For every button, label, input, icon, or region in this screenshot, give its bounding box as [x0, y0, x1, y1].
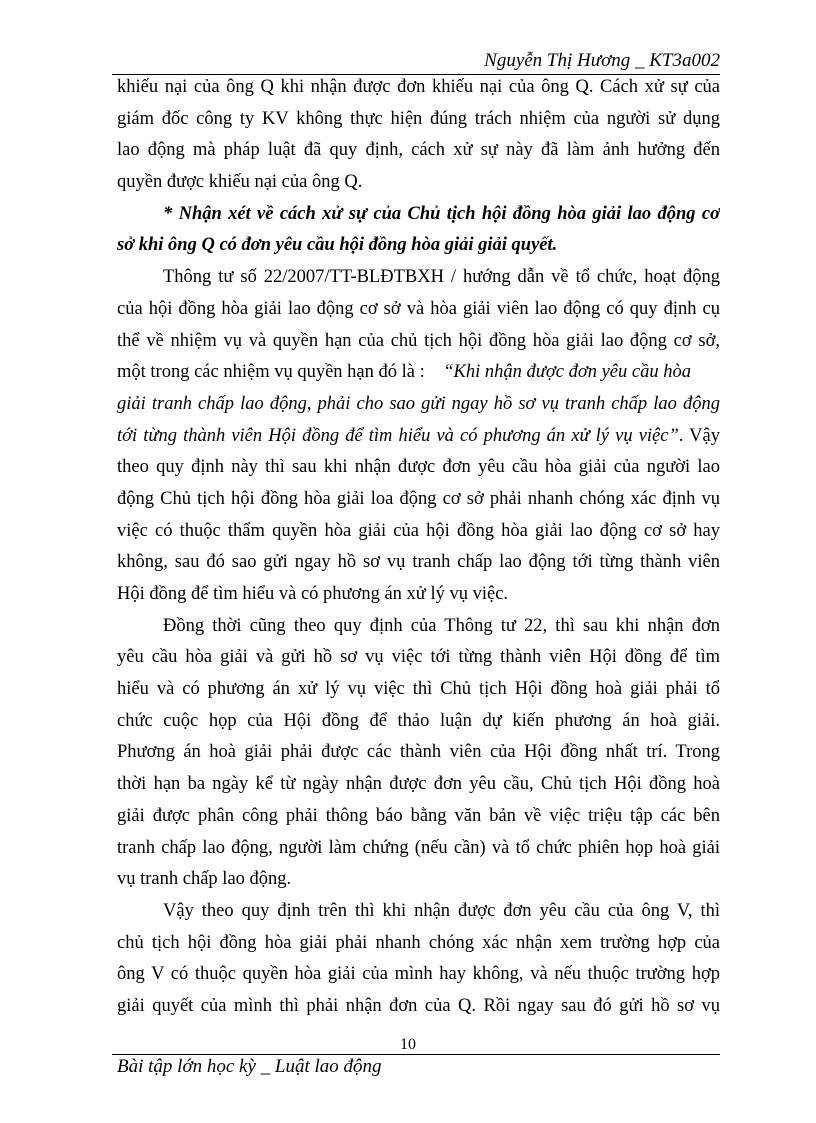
body-line: Hội đồng để tìm hiểu và có phương án xử lý vụ việc.	[117, 584, 509, 604]
body-line: chủ tịch hội đồng hòa giải phải nhanh chóng xác nhận xem trường hợp của	[117, 932, 720, 953]
quoted-text: “Khi nhận được đơn yêu cầu hòa	[443, 362, 691, 383]
body-line: hiểu và có phương án xử lý vụ việc thì Chủ tịch Hội đồng hoà giải phải tổ	[117, 679, 720, 700]
body-line: ông V có thuộc quyền hòa giải của mình hay không, và nếu thuộc trường hợp	[117, 964, 720, 985]
header-text: Nguyễn Thị Hương _ KT3a002	[484, 50, 720, 71]
body-line: tranh chấp lao động, người làm chứng (nếu cần) và tổ chức phiên họp hoà giải	[117, 837, 720, 858]
body-line: việc có thuộc thẩm quyền hòa giải của hội đồng hòa giải lao động cơ sở hay	[117, 520, 720, 541]
body-line-with-quote	[117, 421, 720, 453]
body-line-with-quote	[117, 357, 720, 389]
section-heading-line: sở khi ông Q có đơn yêu cầu hội đồng hòa giải giải quyết.	[117, 235, 558, 256]
body-line: Đồng thời cũng theo quy định của Thông tư 22, thì sau khi nhận đơn	[163, 615, 720, 636]
footer-text: Bài tập lớn học kỳ _ Luật lao động	[117, 1056, 382, 1077]
section-heading-line: * Nhận xét về cách xử sự của Chủ tịch hội đồng hòa giải lao động cơ	[163, 203, 720, 224]
quoted-text: tới từng thành viên Hội đồng để tìm hiểu và có phương án xử lý vụ việc”	[117, 425, 679, 446]
body-line: thời hạn ba ngày kể từ ngày nhận được đơn yêu cầu, Chủ tịch Hội đồng hoà	[117, 774, 720, 795]
body-line: giải quyết của mình thì phải nhận đơn của Q. Rồi ngay sau đó gửi hồ sơ vụ	[117, 995, 720, 1016]
body-line: động Chủ tịch hội đồng hòa giải loa động cơ sở phải nhanh chóng xác định vụ	[117, 488, 720, 509]
body-text: . Vậy	[678, 425, 720, 446]
body-line: giám đốc công ty KV không thực hiện đúng trách nhiệm của người sử dụng	[117, 108, 720, 129]
body-line: thể về nhiệm vụ và quyền hạn của chủ tịch hội đồng hòa giải lao động cơ sở,	[117, 330, 720, 351]
document-body	[117, 72, 720, 1023]
body-line: không, sau đó sao gửi ngay hồ sơ vụ tranh chấp lao động tới từng thành viên	[117, 552, 720, 573]
body-line: Phương án hoà giải phải được các thành viên của Hội đồng nhất trí. Trong	[117, 742, 720, 763]
body-line: chức cuộc họp của Hội đồng để thảo luận dự kiến phương án hoà giải.	[117, 710, 720, 731]
body-line: Thông tư số 22/2007/TT-BLĐTBXH / hướng dẫn về tổ chức, hoạt động	[163, 267, 720, 288]
body-line: quyền được khiếu nại của ông Q.	[117, 172, 363, 193]
body-line: theo quy định này thì sau khi nhận được đơn yêu cầu hòa giải của người lao	[117, 457, 720, 478]
body-line: yêu cầu hòa giải và gửi hồ sơ vụ việc tới từng thành viên Hội đồng để tìm	[117, 647, 720, 668]
body-line: lao động mà pháp luật đã quy định, cách xử sự này đã làm ảnh hưởng đến	[117, 140, 720, 161]
body-line: giải được phân công phải thông báo bằng văn bản về việc triệu tập các bên	[117, 805, 720, 826]
body-line: vụ tranh chấp lao động.	[117, 869, 292, 890]
body-text: một trong các nhiệm vụ quyền hạn đó là :	[117, 362, 425, 383]
quoted-line: giải tranh chấp lao động, phải cho sao gửi ngay hồ sơ vụ tranh chấp lao động	[117, 393, 720, 414]
page-number: 10	[400, 1036, 416, 1053]
body-line: Vậy theo quy định trên thì khi nhận được đơn yêu cầu của ông V, thì	[163, 900, 720, 921]
body-line: của hội đồng hòa giải lao động cơ sở và hòa giải viên lao động có quy định cụ	[117, 298, 720, 319]
body-line: khiếu nại của ông Q khi nhận được đơn khiếu nại của ông Q. Cách xử sự của	[117, 77, 720, 97]
